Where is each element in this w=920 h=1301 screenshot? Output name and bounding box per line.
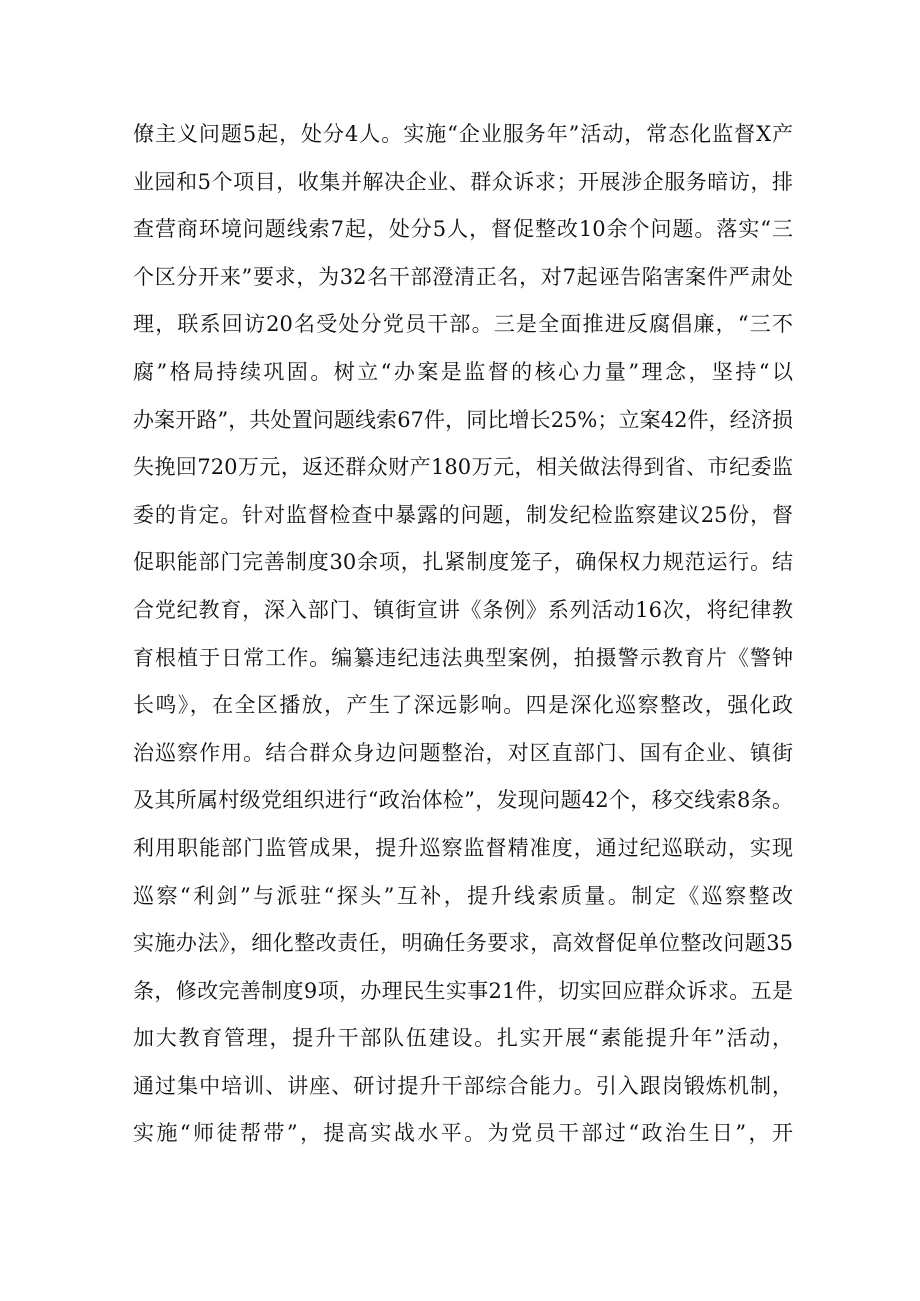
text-line: 实施“师徒帮带”，提高实战水平。为党员干部过“政治生日”，开	[133, 1121, 793, 1146]
text-line: 个区分开来”要求，为32名干部澄清正名，对7起诬告陷害案件严肃处	[133, 264, 793, 289]
text-line: 及其所属村级党组织进行“政治体检”，发现问题42个，移交线索8条。	[133, 788, 793, 813]
text-line: 失挽回720万元，返还群众财产180万元，相关做法得到省、市纪委监	[133, 455, 793, 480]
text-line: 僚主义问题5起，处分4人。实施“企业服务年”活动，常态化监督X产	[133, 122, 793, 146]
text-line: 查营商环境问题线索7起，处分5人，督促整改10余个问题。落实“三	[133, 217, 793, 242]
body-text	[133, 111, 793, 1158]
text-line: 理，联系回访20名受处分党员干部。三是全面推进反腐倡廉，“三不	[133, 312, 793, 337]
text-line: 实施办法》，细化整改责任，明确任务要求，高效督促单位整改问题35	[133, 931, 793, 956]
text-line: 委的肯定。针对监督检查中暴露的问题，制发纪检监察建议25份，督	[133, 502, 793, 527]
text-line: 办案开路”，共处置问题线索67件，同比增长25%；立案42件，经济损	[133, 407, 793, 432]
text-line: 通过集中培训、讲座、研讨提升干部综合能力。引入跟岗锻炼机制，	[133, 1073, 793, 1098]
text-line: 巡察“利剑”与派驻“探头”互补，提升线索质量。制定《巡察整改	[133, 883, 793, 908]
text-line: 条，修改完善制度9项，办理民生实事21件，切实回应群众诉求。五是	[133, 978, 793, 1003]
text-line: 育根植于日常工作。编纂违纪违法典型案例，拍摄警示教育片《警钟	[133, 645, 793, 670]
text-line: 长鸣》，在全区播放，产生了深远影响。四是深化巡察整改，强化政	[133, 693, 793, 718]
text-line: 治巡察作用。结合群众身边问题整治，对区直部门、国有企业、镇街	[133, 740, 793, 765]
text-line: 腐”格局持续巩固。树立“办案是监督的核心力量”理念，坚持“以	[133, 359, 793, 384]
text-line: 加大教育管理，提升干部队伍建设。扎实开展“素能提升年”活动，	[133, 1026, 793, 1051]
text-line: 业园和5个项目，收集并解决企业、群众诉求；开展涉企服务暗访，排	[133, 169, 793, 194]
text-line: 利用职能部门监管成果，提升巡察监督精准度，通过纪巡联动，实现	[133, 835, 793, 860]
text-line: 促职能部门完善制度30余项，扎紧制度笼子，确保权力规范运行。结	[133, 550, 793, 575]
text-line: 合党纪教育，深入部门、镇街宣讲《条例》系列活动16次，将纪律教	[133, 597, 793, 622]
